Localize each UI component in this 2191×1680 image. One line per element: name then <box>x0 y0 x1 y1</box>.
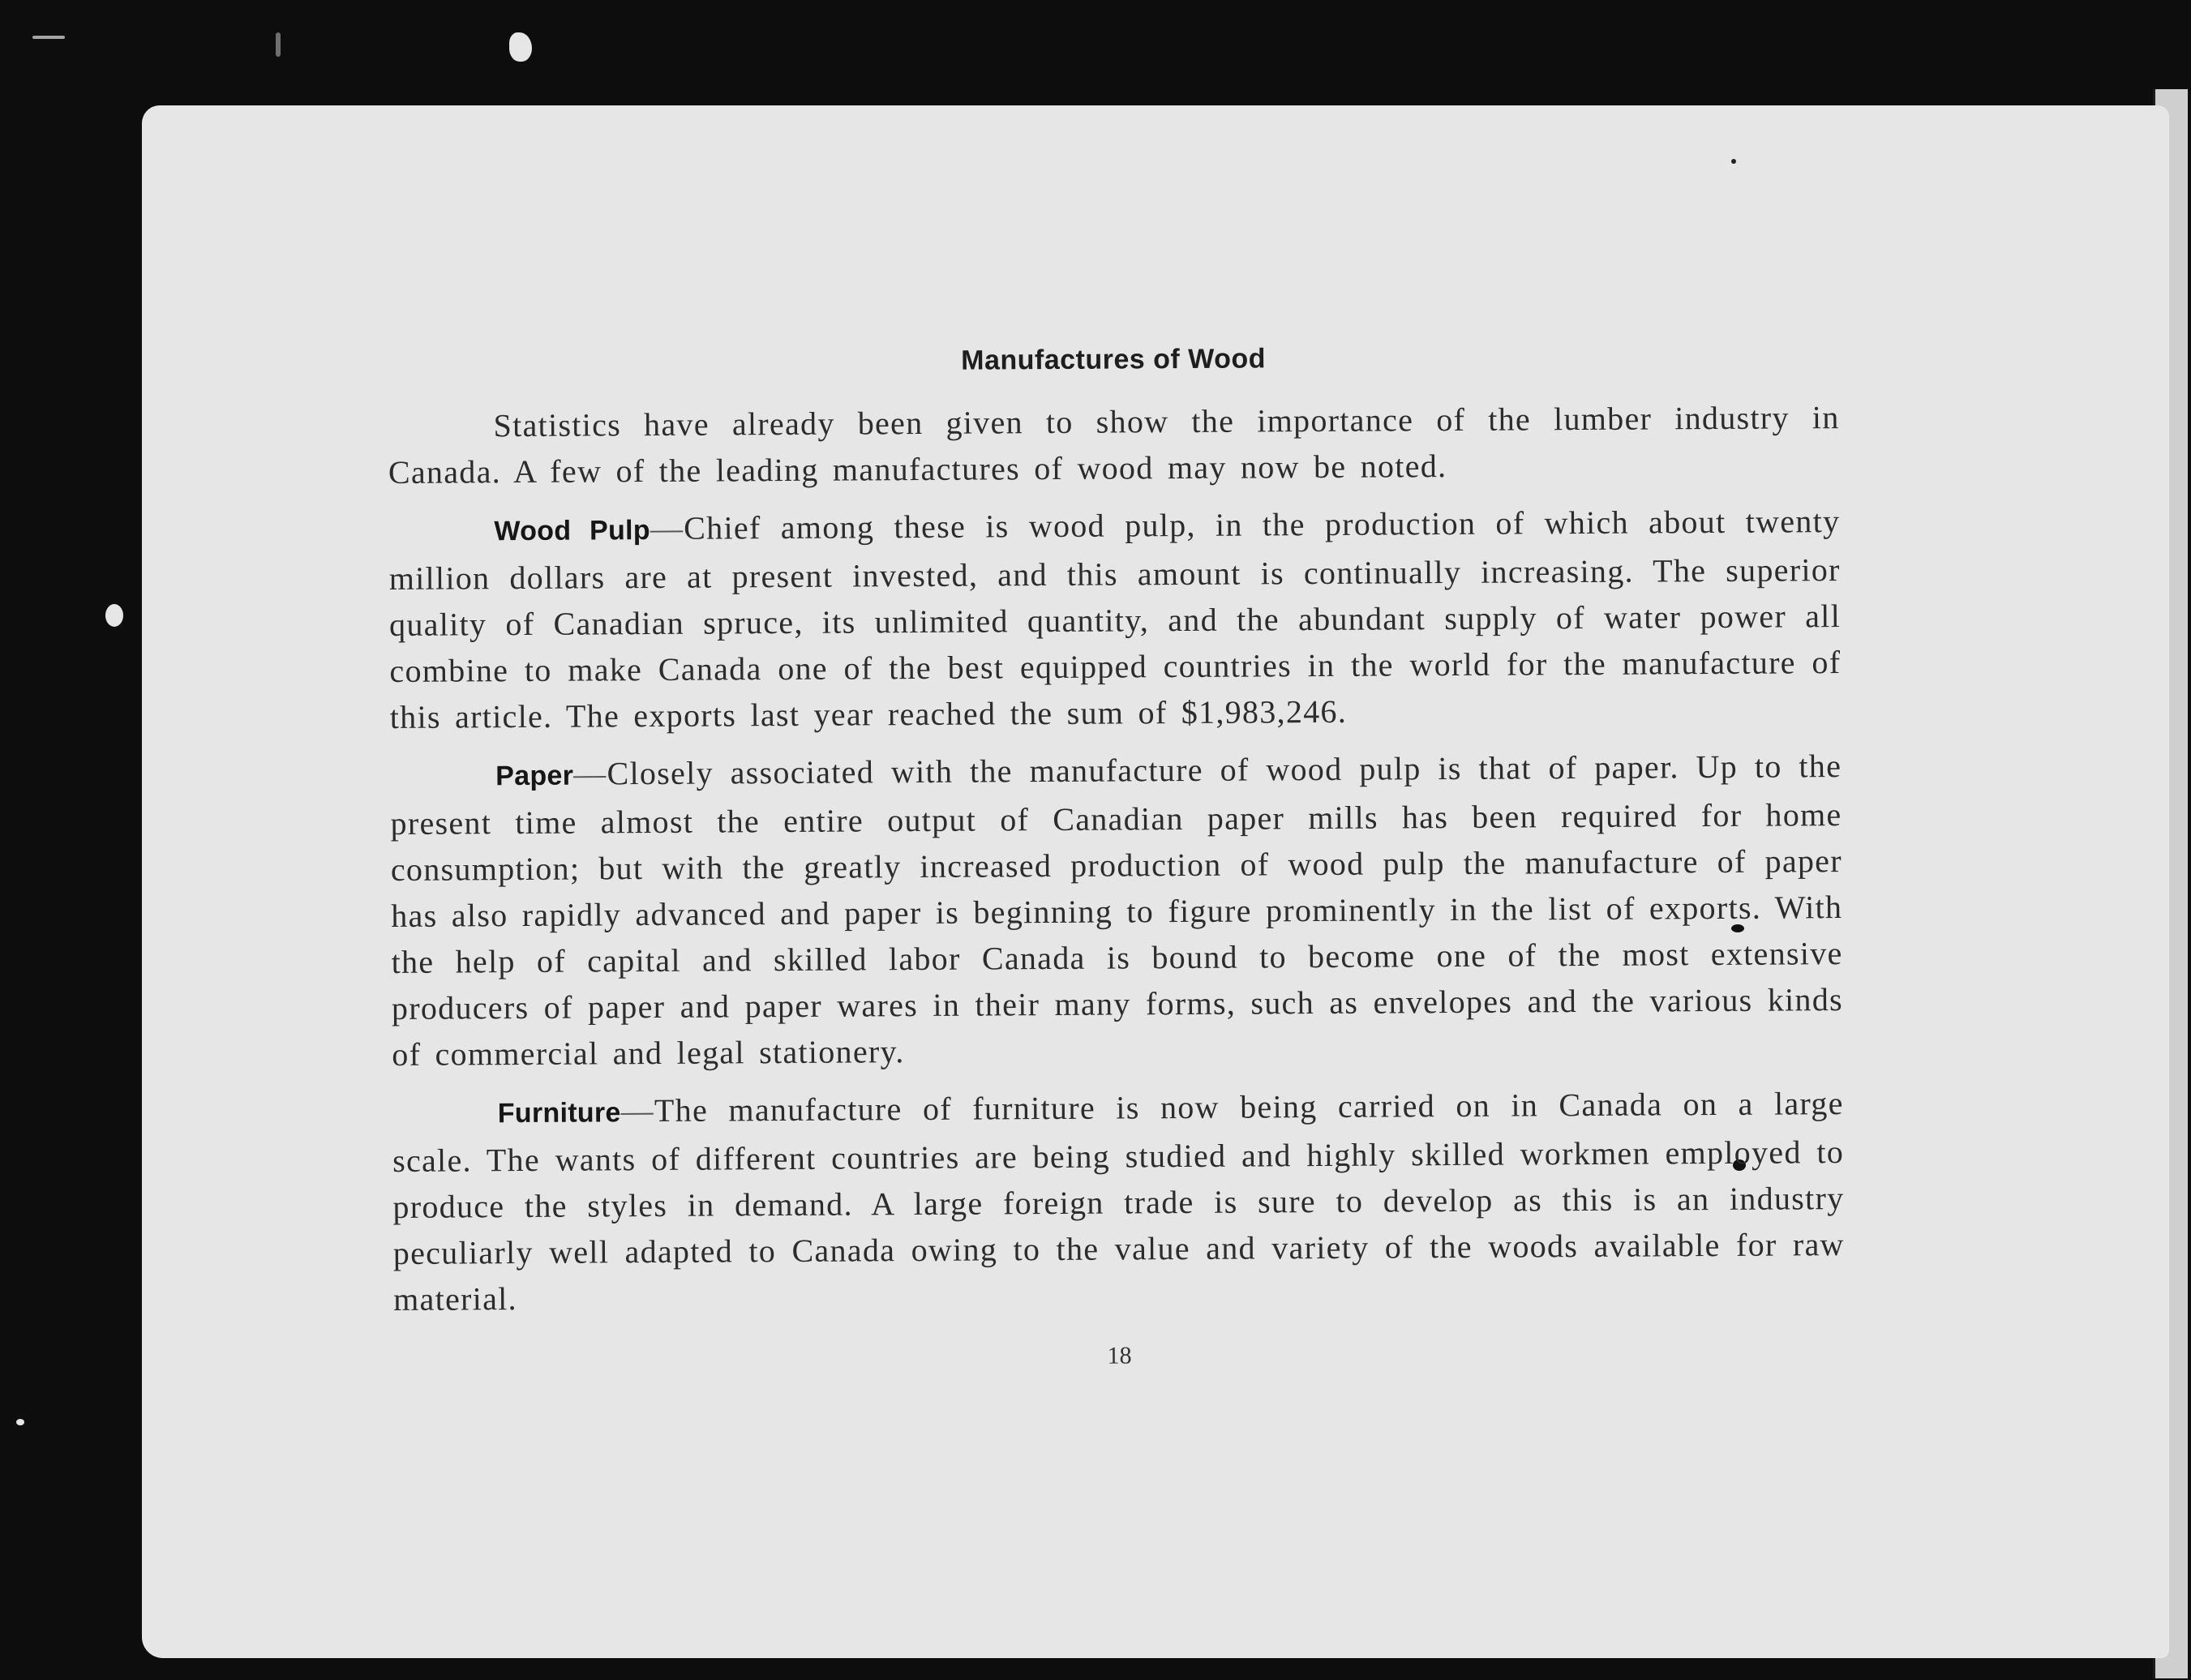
section-text: The manufacture of furniture is now being carried on in Canada on a large scale. The wants of different countries are being studied and highly skilled workmen employed to produce the styles in demand. A large foreign trade is sure to develop as this is an industry peculiarly well adapted to Canada owing to the value and variety of the woods available for raw material. <box>392 1085 1845 1318</box>
page-speck <box>1731 159 1736 164</box>
film-speck <box>105 604 123 627</box>
em-dash: — <box>620 1092 655 1129</box>
section-paragraph <box>388 498 1842 740</box>
section-heading: Furniture <box>497 1097 621 1129</box>
section-text: Closely associated with the manufacture of wood pulp is that of paper. Up to the present time almost the entire output of Canadian paper mills has been required for home consumption; but with the greatly increased production of wood pulp the manufacture of paper has also rapidly advanced and paper is beginning to figure prominently in the list of exports. With the help of capital and skilled labor Canada is bound to become one of the most extensive producers of paper and paper wares in their many forms, such as envelopes and the various kinds of commercial and legal stationery. <box>390 748 1844 1073</box>
section-heading: Paper <box>495 760 574 792</box>
em-dash: — <box>573 755 607 792</box>
section-heading: Wood Pulp <box>494 515 651 547</box>
film-speck <box>276 32 281 57</box>
film-speck <box>16 1419 24 1425</box>
page-content <box>388 340 1846 1374</box>
section-paragraph <box>390 743 1843 1078</box>
intro-paragraph: Statistics have already been given to show the importance of the lumber industry in Canada. A few of the leading manufactures of wood may now be noted. <box>388 399 1840 491</box>
section-text: Chief among these is wood pulp, in the production of which about twenty million dollars are at present invested, and this amount is continually increasing. The superior quality of Canadian spruce, its unlimited quantity, and the abundant supply of water power all combine to make Canada one of the best equipped countries in the world for the manufacture of this article. The exports last year reached the sum of $1,983,246. <box>388 503 1842 735</box>
page-title: Manufactures of Wood <box>961 343 1267 376</box>
film-speck <box>509 32 532 62</box>
em-dash: — <box>650 509 684 547</box>
section-paragraph <box>392 1080 1846 1322</box>
page-number: 18 <box>1107 1342 1132 1369</box>
film-speck <box>32 36 65 39</box>
